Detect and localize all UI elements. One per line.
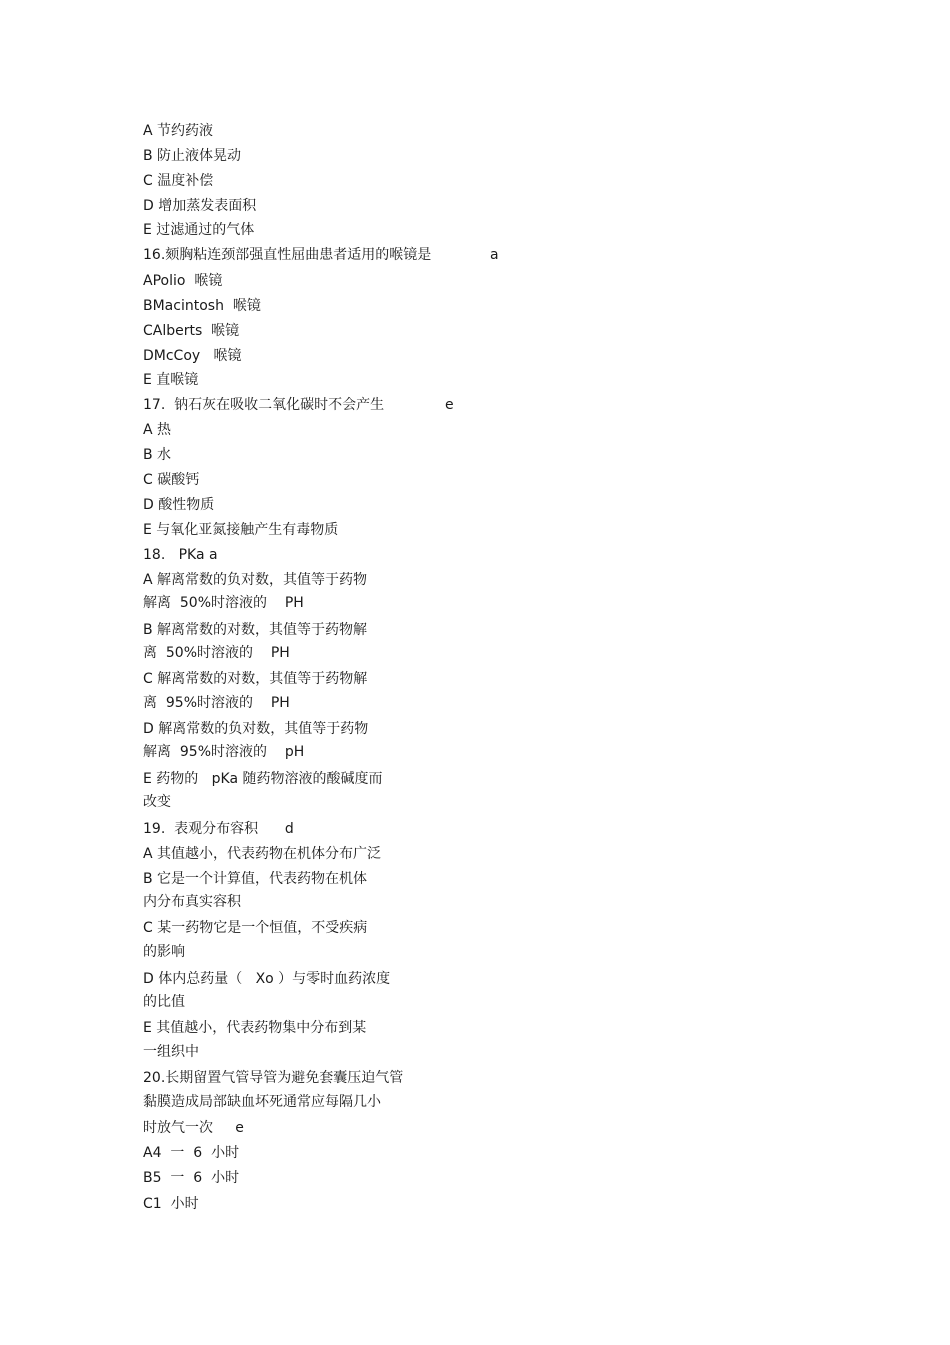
answer-17: e xyxy=(445,397,454,413)
option-16-d: DMcCoy 喉镜 xyxy=(143,348,242,364)
option-15-b: B 防止液体晃动 xyxy=(143,148,242,164)
option-15-d: D 增加蒸发表面积 xyxy=(143,198,257,214)
option-18-a-line2: 解离 50%时溶液的 PH xyxy=(143,595,304,611)
option-18-e-line1: E 药物的 pKa 随药物溶液的酸碱度而 xyxy=(143,771,383,787)
option-19-b-line2: 内分布真实容积 xyxy=(143,894,241,910)
question-20-line1: 20.长期留置气管导管为避免套囊压迫气管 xyxy=(143,1070,404,1086)
option-20-a: A4 一 6 小时 xyxy=(143,1145,240,1161)
option-19-d-line1: D 体内总药量（ Xo ）与零时血药浓度 xyxy=(143,971,391,987)
option-15-e: E 过滤通过的气体 xyxy=(143,222,255,238)
option-18-d-line1: D 解离常数的负对数，其值等于药物 xyxy=(143,721,369,737)
option-15-a: A 节约药液 xyxy=(143,123,214,139)
option-17-d: D 酸性物质 xyxy=(143,497,215,513)
question-20-line2: 黏膜造成局部缺血坏死通常应每隔几小 xyxy=(143,1094,381,1110)
option-19-c-line2: 的影响 xyxy=(143,944,185,960)
option-17-b: B 水 xyxy=(143,447,172,463)
option-18-b-line1: B 解离常数的对数，其值等于药物解 xyxy=(143,622,368,638)
option-16-e: E 直喉镜 xyxy=(143,372,199,388)
option-18-e-line2: 改变 xyxy=(143,794,171,810)
question-17: 17. 钠石灰在吸收二氧化碳时不会产生 xyxy=(143,397,385,413)
option-17-c: C 碳酸钙 xyxy=(143,472,200,488)
option-18-c-line2: 离 95%时溶液的 PH xyxy=(143,695,290,711)
question-18: 18. PKa a xyxy=(143,547,218,563)
option-19-e-line2: 一组织中 xyxy=(143,1044,199,1060)
option-18-b-line2: 离 50%时溶液的 PH xyxy=(143,645,290,661)
option-19-b-line1: B 它是一个计算值，代表药物在机体 xyxy=(143,871,368,887)
answer-16: a xyxy=(490,247,499,263)
question-16: 16.颏胸粘连颈部强直性屈曲患者适用的喉镜是 xyxy=(143,247,432,263)
option-16-b: BMacintosh 喉镜 xyxy=(143,298,261,314)
question-20-line3: 时放气一次 e xyxy=(143,1120,244,1136)
option-18-a-line1: A 解离常数的负对数，其值等于药物 xyxy=(143,572,368,588)
option-15-c: C 温度补偿 xyxy=(143,173,214,189)
option-19-c-line1: C 某一药物它是一个恒值，不受疾病 xyxy=(143,920,368,936)
option-16-c: CAlberts 喉镜 xyxy=(143,323,240,339)
option-18-d-line2: 解离 95%时溶液的 pH xyxy=(143,744,305,760)
option-20-c: C1 小时 xyxy=(143,1196,199,1212)
option-19-e-line1: E 其值越小，代表药物集中分布到某 xyxy=(143,1020,367,1036)
question-19: 19. 表观分布容积 d xyxy=(143,821,294,837)
option-19-a: A 其值越小，代表药物在机体分布广泛 xyxy=(143,846,382,862)
option-18-c-line1: C 解离常数的对数，其值等于药物解 xyxy=(143,671,368,687)
option-17-e: E 与氧化亚氮接触产生有毒物质 xyxy=(143,522,339,538)
option-20-b: B5 一 6 小时 xyxy=(143,1170,240,1186)
option-19-d-line2: 的比值 xyxy=(143,994,185,1010)
option-17-a: A 热 xyxy=(143,422,172,438)
option-16-a: APolio 喉镜 xyxy=(143,273,223,289)
